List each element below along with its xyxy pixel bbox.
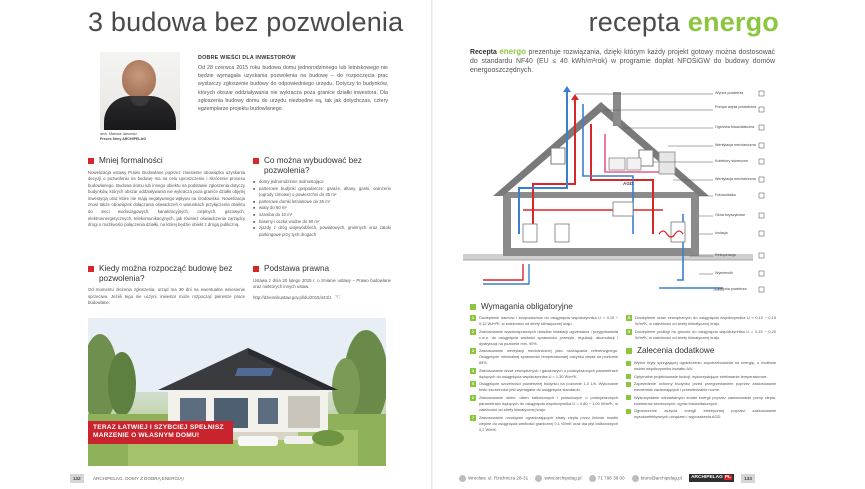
list-item: 7 Zastosowanie rozwiązań ograniczających straty ciepła przez liniowe mostki cieplne do osiągnięcia wielkości granicznej 0,1 W/mK oraz dla płyt balkonowych 0,2 W/mK. bbox=[472, 414, 618, 432]
location-icon bbox=[459, 475, 466, 482]
promo-banner: TERAZ ŁATWIEJ I SZYBCIEJ SPEŁNISZ MARZENIE O WŁASNYM DOMU! bbox=[88, 421, 233, 444]
obligatory-heading bbox=[470, 302, 573, 312]
list-item: 4 Zastosowanie drzwi zewnętrznych i garażowych o podwyższonych parametrach dążących do osiągnięcia współczynnika U = 1,30 W/m²K. bbox=[472, 367, 618, 379]
footer-email[interactable]: biuro@archipelag.pl bbox=[640, 475, 682, 481]
right-footer bbox=[453, 472, 755, 484]
portrait-photo bbox=[100, 52, 180, 130]
title-accent: energo bbox=[687, 7, 779, 37]
hand-cursor-icon: ☜ bbox=[334, 293, 341, 301]
item-number: 3 bbox=[472, 349, 474, 354]
diagram-label: Wymiennik bbox=[715, 271, 733, 275]
list-item: 2 Zastosowanie wysokosprawnych układów instalacji ogrzewania i przygotowania c.w.u. do osiągnięcia wartości sprawności przesyłu, regulacji, akumulacji i dystrybucji na poziomie min. 90%. bbox=[472, 328, 618, 346]
diagram-label: Wyrzut powietrza bbox=[715, 91, 744, 95]
left-footer bbox=[70, 472, 184, 484]
mail-icon bbox=[632, 475, 639, 482]
obligatory-list-right bbox=[626, 315, 776, 342]
item-number: 2 bbox=[472, 329, 474, 334]
section-podstawa-prawna bbox=[253, 264, 391, 301]
list-item: ■ wiaty do 50 m² bbox=[253, 205, 391, 212]
page-number: 132 bbox=[70, 474, 84, 483]
left-page bbox=[0, 0, 432, 489]
red-square-icon bbox=[88, 266, 94, 272]
section-heading bbox=[253, 156, 391, 175]
list-item: Optymalne projektowanie funkcji, wykorzystujące strefowanie temperaturowe. bbox=[626, 374, 776, 380]
bullet-icon bbox=[626, 382, 631, 387]
item-number: 6 bbox=[472, 395, 474, 400]
intro-energo: energo bbox=[499, 47, 526, 56]
red-square-icon bbox=[88, 158, 94, 164]
intro-recepta: Recepta bbox=[470, 49, 497, 56]
bullet-icon bbox=[626, 409, 631, 414]
section-title: Kiedy można rozpocząć budowę bez pozwolenia? bbox=[99, 264, 233, 283]
phone-icon bbox=[589, 475, 596, 482]
list-item: 6 Zastosowanie okien, okien balkonowych i połaciowych o podwyższonych parametrach dążących do osiągnięcia współczynnika U = 0,80 ÷ 1,00 W/m²K, w zależności od strefy klimatycznej kraju. bbox=[472, 394, 618, 412]
section-text: Od momentu złożenia zgłoszenia, urząd ma 30 dni na ewentualne wniesienie sprzeciwu. Jeżeli tego nie uczyni, inwestor może rozpocząć pierwsze prace budowlane. bbox=[88, 287, 245, 306]
diagram-label: Kolektory słoneczne bbox=[715, 159, 749, 163]
diagram-label: Wentylacja mechaniczna bbox=[715, 177, 756, 181]
diagram-label: Rekuperacja bbox=[715, 253, 736, 257]
item-number: 4 bbox=[472, 368, 474, 373]
list-item: ■ szamba do 10 m³ bbox=[253, 212, 391, 219]
page-title: 3 budowa bez pozwolenia bbox=[88, 7, 404, 37]
footer-address: Wrocław, ul. Rzeźnicza 28-31 bbox=[468, 475, 529, 481]
list-item: ■ domy jednorodzinne wolnostojące bbox=[253, 179, 391, 186]
intro-paragraph bbox=[470, 47, 775, 76]
law-url-line bbox=[253, 295, 391, 302]
intro-text: prezentuje rozwiązania, dzięki którym każdy projekt gotowy można dostosować do standardu NF40 (EU ≤ 40 kWh/m²rok) w programie dopłat NFOŚiGW do budowy domów energooszczędnych. bbox=[470, 49, 775, 75]
section-kiedy bbox=[88, 264, 245, 307]
list-item: 5 Osiągnięcie szczelności powietrznej budynku na poziomie 1,0 1/h. Wykonanie testu szczelności jest wymagane do osiągnięcia standardu. bbox=[472, 381, 618, 393]
diagram-label: Fotowoltaika bbox=[715, 193, 736, 197]
list-item: ■ baseny i oczka wodne do 50 m² bbox=[253, 219, 391, 226]
red-square-icon bbox=[253, 266, 259, 272]
title-plain: recepta bbox=[588, 7, 681, 37]
footer-slogan: ARCHIPELAG. DOMY Z DOBRĄ ENERGIĄ! bbox=[92, 475, 184, 481]
list-item: Zapewnienie ochrony budynku przed przegrzewaniem poprzez zastosowanie elementów zacieniających i przewietrzanie nocne. bbox=[626, 381, 776, 393]
house-photo bbox=[88, 318, 386, 466]
green-square-icon bbox=[470, 304, 476, 310]
section-list bbox=[253, 179, 391, 238]
item-number: 5 bbox=[472, 382, 474, 387]
section-text: Ustawa z dnia 20 lutego 2015 r. o zmianie ustawy – Prawo budowlane oraz niektórych innych ustaw. bbox=[253, 277, 391, 290]
diagram-label: Czerpnia powietrza bbox=[715, 287, 747, 291]
house-cross-section-diagram bbox=[463, 84, 793, 300]
right-page bbox=[433, 0, 865, 489]
diagram-label: Okna trzyszybowe bbox=[715, 213, 746, 217]
caption-role: Prezes firmy ARCHIPELAG bbox=[100, 137, 146, 141]
section-heading bbox=[88, 264, 245, 283]
item-number: 1 bbox=[472, 316, 474, 320]
obligatory-list-left bbox=[470, 315, 618, 434]
page-number: 133 bbox=[741, 474, 755, 483]
footer-phone: 71 798 38 00 bbox=[597, 475, 625, 481]
list-item: 9 Docieplenie podłogi na gruncie do osiągnięcia współczynnika U = 0,15 ÷ 0,20 W/m²K, w zależności od strefy klimatycznej kraju. bbox=[628, 328, 776, 340]
cross-section-svg bbox=[463, 84, 793, 300]
diagram-box-label: AGD bbox=[623, 181, 634, 186]
archipelag-logo: ARCHIPELAG PL bbox=[689, 474, 734, 482]
bullet-icon bbox=[626, 361, 631, 366]
list-item: Wykorzystanie odnawialnych źródeł energii poprzez zastosowanie pomp ciepła, kolektorów słonecznych, ogniw fotowoltaicznych. bbox=[626, 395, 776, 407]
item-number: 8 bbox=[628, 316, 630, 320]
section-co-mozna bbox=[253, 156, 391, 238]
bullet-icon bbox=[626, 374, 631, 379]
list-item: Wybór bryły sprzyjającej ograniczeniu zapotrzebowania na energię, o możliwie niskim współczynniku kształtu A/V. bbox=[626, 360, 776, 372]
intro-text: Od 28 czerwca 2015 roku budowa domu jednorodzinnego lub letniskowego nie będzie wymagała uzyskania pozwolenia na budowę – do rozpoczęcia prac wystarczy zgłoszenie budowy do odpowiedniego urzędu. Dotyczy to budynków, których obszar oddziaływania nie wykracza poza granice działki inwestora. Dla zgłoszenia budowy domu do urzędu niezbędne są, tak jak dotychczas, cztery egzemplarze projektu budowlanego. bbox=[198, 65, 388, 113]
law-url-link[interactable]: http://dziennikustaw.gov.pl/du/2015/443/1 bbox=[253, 294, 332, 300]
recommendations-list bbox=[626, 360, 776, 422]
diagram-label: Wentylacja mechaniczna bbox=[715, 143, 756, 147]
caption-name: arch. Mariusz Jaworski bbox=[100, 132, 137, 136]
list-item: ■ parterowe domki letniskowe do 35 m² bbox=[253, 199, 391, 206]
section-title: Zalecenia dodatkowe bbox=[637, 346, 715, 355]
globe-icon bbox=[535, 475, 542, 482]
section-heading bbox=[88, 156, 245, 166]
list-item: ■ zjazdy z dróg wojewódzkich, powiatowych, gminnych oraz zatoki parkingowe przy tych drogach bbox=[253, 225, 391, 238]
item-number: 9 bbox=[628, 329, 630, 334]
portrait-head bbox=[122, 60, 156, 98]
photo-caption bbox=[100, 132, 190, 142]
green-square-icon bbox=[626, 348, 632, 354]
section-title: Co można wybudować bez pozwolenia? bbox=[264, 156, 362, 175]
intro-heading: DOBRE WIEŚCI DLA INWESTORÓW bbox=[198, 55, 296, 61]
list-item: Ograniczenie zużycia energii elektrycznej poprzez zastosowanie wysokoefektywnych urządzeń i wyposażenia AGD. bbox=[626, 408, 776, 420]
recommendations-heading bbox=[626, 346, 714, 356]
section-mniej-formalnosci bbox=[88, 156, 245, 229]
section-heading bbox=[253, 264, 391, 274]
diagram-label: Izolacja bbox=[715, 231, 728, 235]
list-item: 8 Docieplenie ścian zewnętrznych do osiągnięcia współczynnika U = 0,12 ÷ 0,15 W/m²K, w zależności od strefy klimatycznej kraju. bbox=[628, 315, 776, 326]
diagram-label: Ogrzewa fotowoltaiczna bbox=[715, 125, 755, 129]
section-title: Wymagania obligatoryjne bbox=[481, 302, 573, 311]
section-text: Nowelizacja ustawy Prawo Budowlane poprzez zniesienie obowiązku uzyskania decyzji o pozwoleniu na budowę ma na celu uproszczenie i skrócenie procesu budowlanego. Budowa domu lub innego obiektu na podstawie zgłoszenia dotyczy budynków, których obszar oddziaływania nie wykracza poza granice działki objętej inwestycją oraz które nie mają negatywnego wpływu na środowisko. Nowelizacja znosi także obowiązek dołączania oświadczeń o warunkach przyłączenia obiektu do sieci wodociągowych, kanalizacyjnych, cieplnych, gazowych, elektroenergetycznych, telekomunikacyjnych, jak również oświadczenia zarządcy drogi o możliwości połączenia działki, na której będzie obiekt z drogą publiczną. bbox=[88, 169, 245, 228]
page-title bbox=[589, 7, 779, 37]
footer-web[interactable]: www.archipelag.pl bbox=[544, 475, 582, 481]
section-title: Mniej formalności bbox=[99, 156, 163, 165]
diagram-label: Pompa ciepła powietrzna bbox=[715, 105, 757, 109]
red-square-icon bbox=[253, 158, 259, 164]
item-number: 7 bbox=[472, 415, 474, 420]
bullet-icon bbox=[626, 395, 631, 400]
section-title: Podstawa prawna bbox=[264, 264, 330, 273]
list-item: 1 Docieplenie dachów i stropodachów do osiągnięcia współczynnika U = 0,10 ÷ 0,12 W/m²K, w zależności od strefy klimatycznej kraju. bbox=[472, 315, 618, 326]
list-item: ■ parterowe budynki gospodarcze: garaże, altany, ganki, oranżerie (ogrody zimowe) o powierzchni do 35 m² bbox=[253, 186, 391, 199]
list-item: 3 Zastosowanie wentylacji mechanicznej jako rozwiązania referencyjnego. Osiągnięcie minimalnej sprawności temperaturowej odzysku ciepła na poziomie 85%. bbox=[472, 348, 618, 366]
